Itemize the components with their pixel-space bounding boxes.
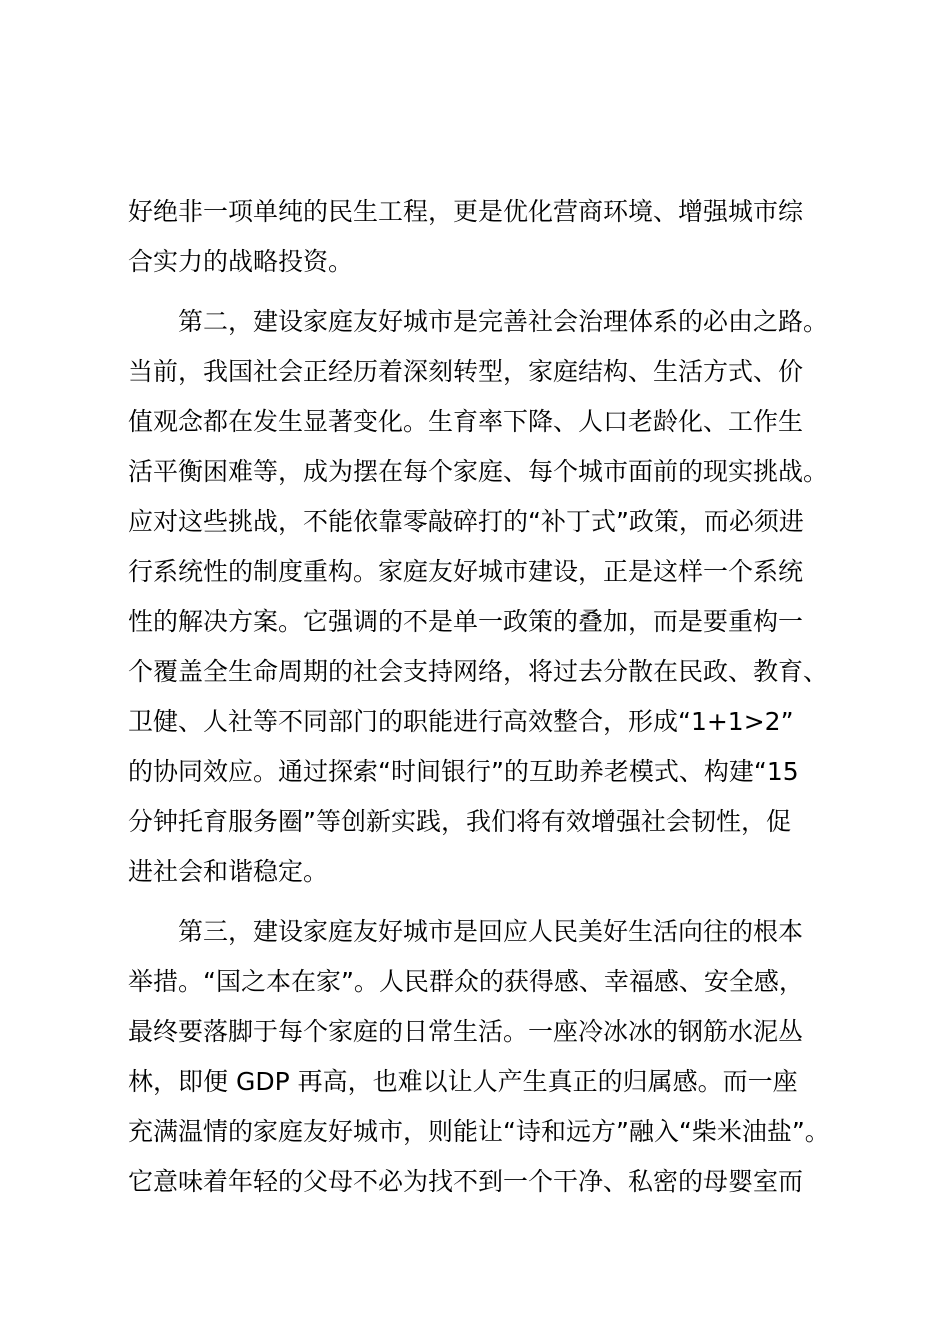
paragraph-2-line-10: 的协同效应。通过探索“时间银行”的互助养老模式、构建“15 xyxy=(128,757,799,786)
paragraph-2-line-9: 卫健、人社等不同部门的职能进行高效整合，形成“1+1>2” xyxy=(128,707,794,736)
paragraph-2-line-1: 第二，建设家庭友好城市是完善社会治理体系的必由之路。 xyxy=(178,307,829,336)
paragraph-2-line-8: 个覆盖全生命周期的社会支持网络，将过去分散在民政、教育、 xyxy=(128,657,829,686)
paragraph-2-line-12: 进社会和谐稳定。 xyxy=(128,857,329,886)
paragraph-1-line-1: 好绝非一项单纯的民生工程，更是优化营商环境、增强城市综 xyxy=(128,197,804,226)
paragraph-2-line-6: 行系统性的制度重构。家庭友好城市建设，正是这样一个系统 xyxy=(128,557,804,586)
paragraph-2-line-3: 值观念都在发生显著变化。生育率下降、人口老龄化、工作生 xyxy=(128,407,804,436)
paragraph-3-line-6: 它意味着年轻的父母不必为找不到一个干净、私密的母婴室而 xyxy=(128,1167,804,1196)
paragraph-3-line-2: 举措。“国之本在家”。人民群众的获得感、幸福感、安全感， xyxy=(128,967,804,996)
paragraph-2-line-4: 活平衡困难等，成为摆在每个家庭、每个城市面前的现实挑战。 xyxy=(128,457,829,486)
paragraph-3-line-1: 第三，建设家庭友好城市是回应人民美好生活向往的根本 xyxy=(178,917,804,946)
paragraph-3-line-3: 最终要落脚于每个家庭的日常生活。一座冷冰冰的钢筋水泥丛 xyxy=(128,1017,804,1046)
paragraph-3-line-5: 充满温情的家庭友好城市，则能让“诗和远方”融入“柴米油盐”。 xyxy=(128,1117,830,1146)
paragraph-2-line-11: 分钟托育服务圈”等创新实践，我们将有效增强社会韧性，促 xyxy=(128,807,791,836)
paragraph-3-line-4: 林，即便 GDP 再高，也难以让人产生真正的归属感。而一座 xyxy=(128,1067,798,1096)
paragraph-2-line-7: 性的解决方案。它强调的不是单一政策的叠加，而是要重构一 xyxy=(128,607,804,636)
paragraph-2-line-5: 应对这些挑战，不能依靠零敲碎打的“补丁式”政策，而必须进 xyxy=(128,507,804,536)
paragraph-1-line-2: 合实力的战略投资。 xyxy=(128,247,354,276)
paragraph-2-line-2: 当前，我国社会正经历着深刻转型，家庭结构、生活方式、价 xyxy=(128,357,804,386)
